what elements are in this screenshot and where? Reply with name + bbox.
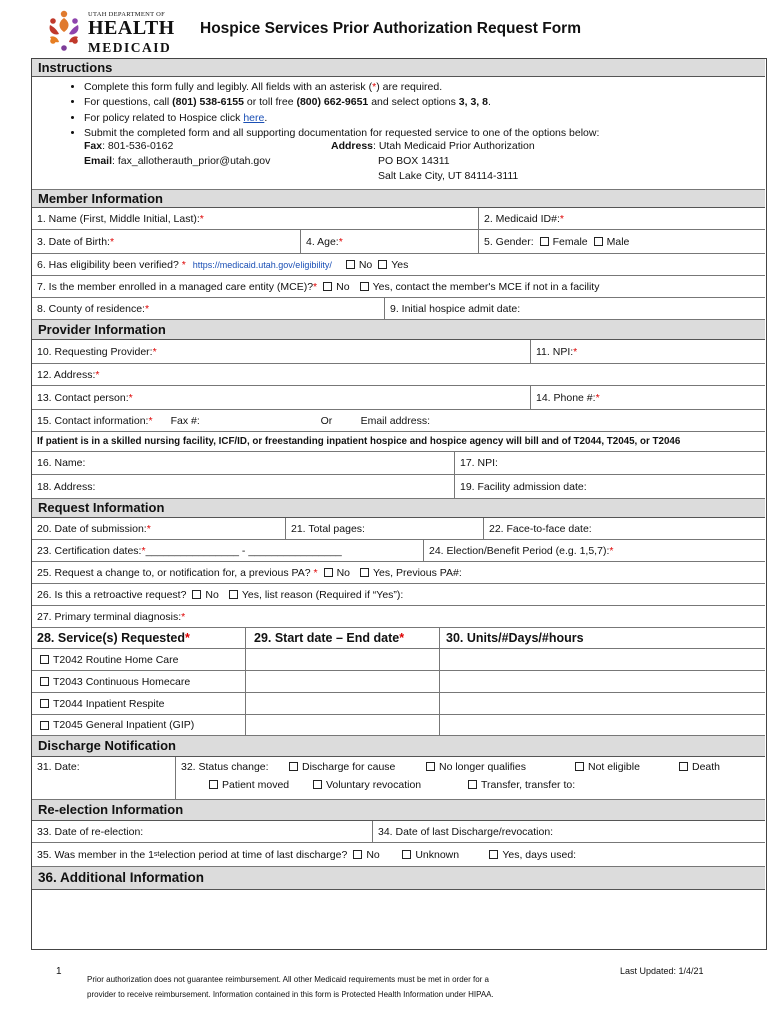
reelection-heading: Re-election Information <box>38 802 184 817</box>
phone-field[interactable]: 14. Phone #: * <box>530 386 765 409</box>
voluntary-revocation-checkbox[interactable] <box>313 780 322 789</box>
first-period-yes-checkbox[interactable] <box>489 850 498 859</box>
page-number: 1 <box>56 966 62 977</box>
provider-row-5 <box>32 452 765 475</box>
service-checkbox[interactable] <box>40 677 49 686</box>
service-checkbox[interactable] <box>40 655 49 664</box>
no-longer-qualifies-checkbox[interactable] <box>426 762 435 771</box>
policy-link[interactable]: here <box>243 111 265 124</box>
retroactive-yes-checkbox[interactable] <box>229 590 238 599</box>
col-services: 28. Service(s) Requested * <box>37 631 190 645</box>
status-change-field: 32. Status change: Discharge for cause No longer qualifies Not eligible Death Patient moved Voluntary revocation Transfer, transfer to: <box>175 757 765 799</box>
instruction-2: • For questions, call (801) 538-6155 or toll free (800) 662-9651 and select options 3, 3, 8. <box>84 95 765 109</box>
hospice-form <box>31 58 767 950</box>
death-checkbox[interactable] <box>679 762 688 771</box>
eligibility-no-checkbox[interactable] <box>346 260 355 269</box>
reelection-row-2 <box>32 843 765 867</box>
member-heading: Member Information <box>38 191 163 206</box>
provider-row-2 <box>32 364 765 386</box>
instruction-3: • For policy related to Hospice click here. <box>84 111 765 125</box>
service-units-cell[interactable] <box>439 693 765 714</box>
col-dates: 29. Start date – End date * <box>245 628 439 648</box>
col-units: 30. Units/#Days/#hours <box>439 628 765 648</box>
first-period-field: 35. Was member in the 1 st election period at time of last discharge? No Unknown Yes, days used: <box>37 848 577 861</box>
page-title: Hospice Services Prior Authorization Request Form <box>200 20 581 37</box>
facility-admission-field[interactable]: 19. Facility admission date: <box>454 475 765 498</box>
member-row-2 <box>32 230 765 254</box>
eligibility-field: 6. Has eligibility been verified? * https://medicaid.utah.gov/eligibility/ No Yes <box>37 258 409 271</box>
reelection-date-field[interactable]: 33. Date of re-election: <box>37 825 144 838</box>
county-field[interactable]: 8. County of residence: * <box>37 302 150 315</box>
eligibility-yes-checkbox[interactable] <box>378 260 387 269</box>
service-row: T2044 Inpatient Respite <box>32 693 765 715</box>
admit-date-field[interactable]: 9. Initial hospice admit date: <box>384 298 765 319</box>
provider-row-3 <box>32 386 765 410</box>
dob-field[interactable]: 3. Date of Birth: * <box>37 235 115 248</box>
request-row-5 <box>32 606 765 628</box>
first-period-no-checkbox[interactable] <box>353 850 362 859</box>
election-period-field[interactable]: 24. Election/Benefit Period (e.g. 1,5,7): * <box>423 540 765 561</box>
provider-row-4 <box>32 410 765 432</box>
member-header <box>32 190 765 208</box>
discharge-heading: Discharge Notification <box>38 738 176 753</box>
retroactive-field: 26. Is this a retroactive request? No Yes, list reason (Required if “Yes”): <box>37 588 404 601</box>
certification-dates-field[interactable]: 23. Certification dates: * ________________ - ________________ <box>37 544 342 557</box>
discharge-date-field[interactable]: 31. Date: <box>37 761 80 773</box>
udoh-logo <box>44 6 176 56</box>
gender-field: 5. Gender: Female Male <box>478 230 765 253</box>
instruction-4: • Submit the completed form and all supporting documentation for requested service to one of the options below: <box>84 126 765 140</box>
last-discharge-field[interactable]: 34. Date of last Discharge/revocation: <box>372 821 765 842</box>
discharge-row <box>32 757 765 800</box>
additional-info-field[interactable] <box>32 890 765 948</box>
service-units-cell[interactable] <box>439 671 765 692</box>
request-row-4 <box>32 584 765 606</box>
provider-row-1 <box>32 340 765 364</box>
additional-heading: 36. Additional Information <box>38 870 205 885</box>
reelection-row-1 <box>32 821 765 843</box>
facility-note-row <box>32 432 765 452</box>
services-header-row <box>32 628 765 649</box>
service-dates-cell[interactable] <box>245 715 439 735</box>
provider-row-6 <box>32 475 765 499</box>
instructions-header <box>32 59 765 77</box>
member-row-5 <box>32 298 765 320</box>
mce-yes-checkbox[interactable] <box>360 282 369 291</box>
service-dates-cell[interactable] <box>245 671 439 692</box>
provider-header <box>32 320 765 340</box>
service-row: T2043 Continuous Homecare <box>32 671 765 693</box>
male-checkbox[interactable] <box>594 237 603 246</box>
previous-pa-no-checkbox[interactable] <box>324 568 333 577</box>
instruction-1: • Complete this form fully and legibly. All fields with an asterisk (*) are required. <box>84 80 765 94</box>
facility-note: If patient is in a skilled nursing facility, ICF/ID, or freestanding inpatient hospice and hospice agency will bill and of T2044, T2045, or T2046 <box>37 436 681 447</box>
patient-moved-checkbox[interactable] <box>209 780 218 789</box>
submission-date-field[interactable]: 20. Date of submission: * <box>37 522 151 535</box>
service-dates-cell[interactable] <box>245 693 439 714</box>
request-header <box>32 499 765 518</box>
female-checkbox[interactable] <box>540 237 549 246</box>
diagnosis-field[interactable]: 27. Primary terminal diagnosis: * <box>37 610 186 623</box>
transfer-checkbox[interactable] <box>468 780 477 789</box>
age-field[interactable]: 4. Age: * <box>300 230 478 253</box>
fax-email-block: Fax: 801-536-0162 Email: fax_allotherauth_prior@utah.gov <box>84 140 271 167</box>
facility-name-field[interactable]: 16. Name: <box>37 457 86 469</box>
service-row: T2045 General Inpatient (GIP) <box>32 715 765 736</box>
instructions-body <box>32 77 765 190</box>
request-row-2 <box>32 540 765 562</box>
name-field[interactable]: 1. Name (First, Middle Initial, Last): * <box>37 212 204 225</box>
requesting-provider-field[interactable]: 10. Requesting Provider: * <box>37 345 157 358</box>
provider-address-field[interactable]: 12. Address: * <box>37 368 100 381</box>
mce-no-checkbox[interactable] <box>323 282 332 291</box>
service-checkbox[interactable] <box>40 721 49 730</box>
logo-line2: HEALTH <box>88 17 175 39</box>
instructions-heading: Instructions <box>38 60 113 75</box>
total-pages-field[interactable]: 21. Total pages: <box>285 518 483 539</box>
additional-header <box>32 867 765 890</box>
reelection-header <box>32 800 765 821</box>
member-row-3 <box>32 254 765 276</box>
mce-field: 7. Is the member enrolled in a managed care entity (MCE)? * No Yes, contact the member's MCE if not in a facility <box>37 280 600 293</box>
service-units-cell[interactable] <box>439 715 765 735</box>
last-updated: Last Updated: 1/4/21 <box>620 966 704 976</box>
previous-pa-field: 25. Request a change to, or notification for, a previous PA? * No Yes, Previous PA#: <box>37 566 462 579</box>
request-heading: Request Information <box>38 500 165 515</box>
eligibility-link[interactable]: https://medicaid.utah.gov/eligibility/ <box>192 259 332 270</box>
request-row-1 <box>32 518 765 540</box>
npi-field[interactable]: 11. NPI: * <box>530 340 765 363</box>
facility-npi-field[interactable]: 17. NPI: <box>454 452 765 474</box>
request-row-3 <box>32 562 765 584</box>
contact-info-field[interactable]: 15. Contact information: * Fax #: Or Email address: <box>37 414 431 427</box>
member-row-1 <box>32 208 765 230</box>
member-row-4 <box>32 276 765 298</box>
logo-line1: UTAH DEPARTMENT OF <box>88 11 166 18</box>
medicaid-id-field[interactable]: 2. Medicaid ID#: * <box>478 208 765 229</box>
service-checkbox[interactable] <box>40 699 49 708</box>
service-dates-cell[interactable] <box>245 649 439 670</box>
retroactive-no-checkbox[interactable] <box>192 590 201 599</box>
discharge-header <box>32 736 765 757</box>
discharge-cause-checkbox[interactable] <box>289 762 298 771</box>
facility-address-field[interactable]: 18. Address: <box>37 480 96 493</box>
service-units-cell[interactable] <box>439 649 765 670</box>
address-block: Address: Utah Medicaid Prior Authorization PO BOX 14311 Salt Lake City, UT 84114-3111 <box>331 140 535 182</box>
service-row: T2042 Routine Home Care <box>32 649 765 671</box>
first-period-unknown-checkbox[interactable] <box>402 850 411 859</box>
not-eligible-checkbox[interactable] <box>575 762 584 771</box>
previous-pa-yes-checkbox[interactable] <box>360 568 369 577</box>
contact-person-field[interactable]: 13. Contact person: * <box>37 391 133 404</box>
logo-line3: MEDICAID <box>88 40 172 55</box>
face-to-face-field[interactable]: 22. Face-to-face date: <box>483 518 765 539</box>
provider-heading: Provider Information <box>38 322 166 337</box>
disclaimer: Prior authorization does not guarantee reimbursement. All other Medicaid requirements must be met in order for a provider to receive reimbursement. Information contained in this form is Protected Health Information under HIPAA. <box>87 975 494 999</box>
medicaid-logo-icon <box>44 8 84 52</box>
